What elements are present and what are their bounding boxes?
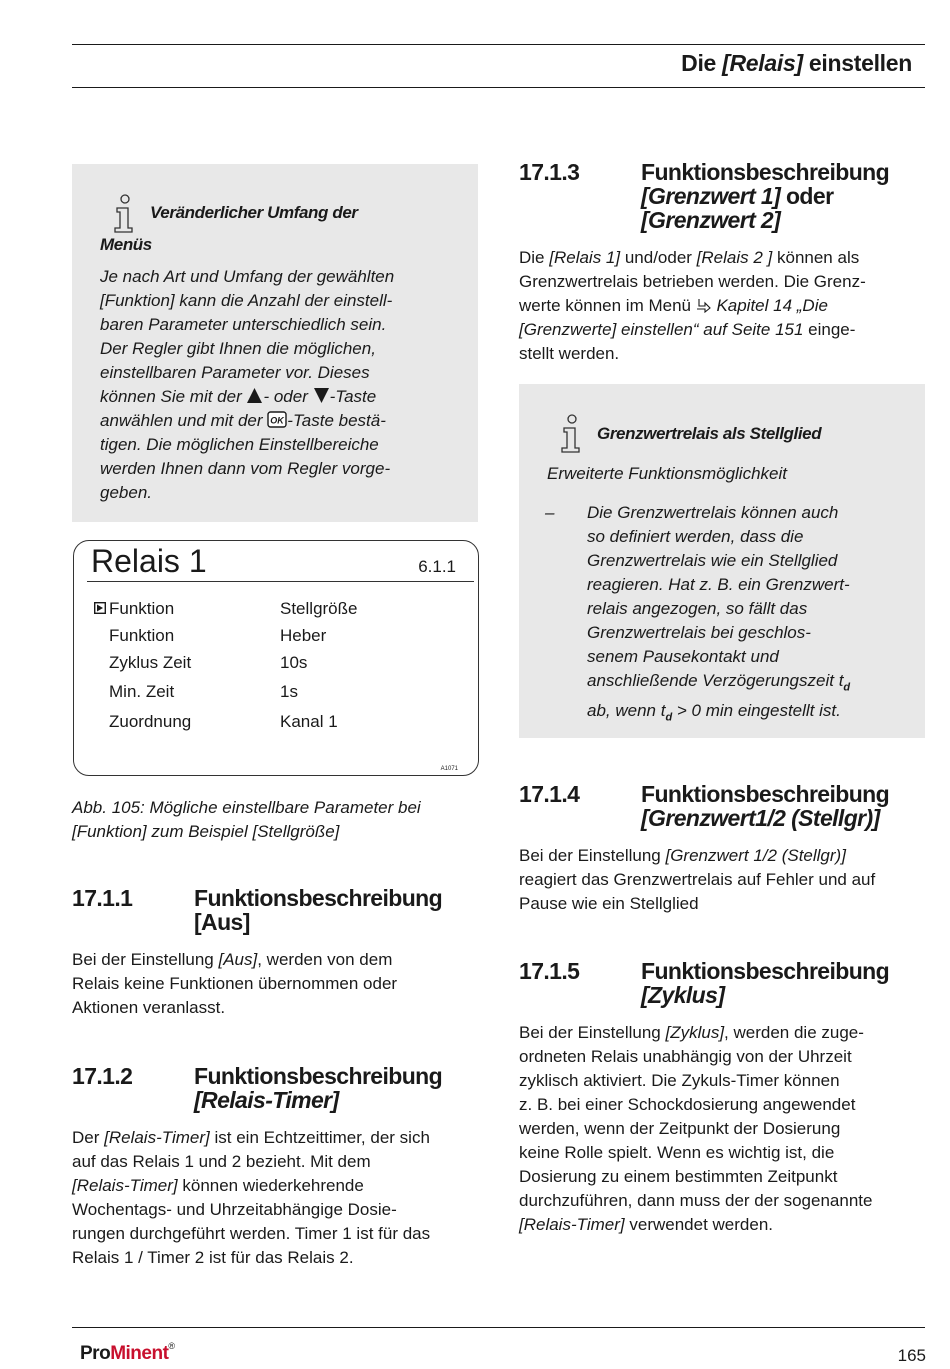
cross-reference-link[interactable]: Kapitel 14 „Die [716,296,828,315]
note-title: Grenzwertrelais als Stellglied [597,424,822,443]
info-note-variable-menu [72,164,478,522]
display-menu-number: 6.1.1 [418,557,456,576]
cross-reference-icon [696,297,712,313]
info-icon [110,194,136,234]
display-row-label: Funktion [109,599,175,618]
down-key-icon [313,387,330,404]
note-text: Je nach Art und Umfang der gewählten [Funktion] kann die Anzahl der einstell- baren Parameter unterschiedlich sein. Der Regler gibt Ihnen die möglichen, einstellbaren Parameter vor. Dieses können Sie mit der - oder -Taste anwählen und mit der OK -Taste bestä- tigen. Die möglichen Einstellbereiche werden Ihnen dann vom Regler vorge- geben. [100,267,395,502]
display-row-label: Zuordnung [109,712,192,731]
image-code: A1071 [440,766,458,772]
header-rule-bottom [72,87,925,88]
header-rule-top [72,44,925,45]
selected-row-marker-icon [94,602,106,614]
footer-rule [72,1327,925,1328]
note-list-item: Die Grenzwertrelais können auch so definiert werden, dass die Grenzwertrelais wie ein Stellglied reagieren. Hat z. B. ein Grenzwert- relais angezogen, so fällt das Grenzwertrelais bei geschlos- senem Pausekontakt und anschließende Verzögerungszeit $t_d$ ab, wenn $t_d > 0$ min eingestellt ist. [587,503,851,724]
section-body-17-1-3: Die [Relais 1] und/oder [Relais 2 ] können als Grenzwertrelais betrieben werden. Die Grenz- werte können im Menü Kapitel 14 „Die [Grenzwerte] einstellen“ auf Seite 151 einge- stellt werden. [519,248,866,363]
ok-key-icon [267,411,287,428]
cross-reference-link-cont[interactable]: [Grenzwerte] einstellen“ auf Seite 151 [519,320,804,339]
section-body-17-1-4: Bei der Einstellung [Grenzwert 1/2 (Stellgr)] reagiert das Grenzwertrelais auf Fehler und auf Pause wie ein Stellglied [519,846,876,913]
display-row-value: 10s [280,653,308,672]
display-row-label: Zyklus Zeit [109,653,192,672]
figure-caption: Abb. 105: Mögliche einstellbare Parameter bei [Funktion] zum Beispiel [Stellgröße] [72,798,421,841]
display-row-value: Stellgröße [280,599,358,618]
display-divider [87,581,474,582]
list-dash: – [545,503,555,522]
display-row-label: Min. Zeit [109,682,175,701]
section-body-17-1-2: Der [Relais-Timer] ist ein Echtzeittimer, der sich auf das Relais 1 und 2 bezieht. Mit dem [Relais-Timer] können wiederkehrende Wochentags- und Uhrzeitabhängige Dosie- rungen durchgeführt werden. Timer 1 ist für das Relais 1 / Timer 2 ist für das Relais 2. [72,1128,431,1267]
note-title: Veränderlicher Umfang der [150,203,358,222]
display-row-value: Heber [280,626,327,645]
controller-display [73,540,479,776]
display-row-value: 1s [280,682,298,701]
display-title: Relais 1 [91,543,207,579]
prominent-logo: ProMinent® [80,1340,175,1364]
up-key-icon [246,387,263,404]
page-header-title: Die [Relais] einstellen [681,50,912,76]
display-row-value: Kanal 1 [280,712,338,731]
info-note-limit-relay [519,384,925,738]
note-subtitle: Erweiterte Funktionsmöglichkeit [547,464,787,483]
svg-text:OK: OK [270,415,285,426]
info-icon [557,414,583,454]
section-body-17-1-5: Bei der Einstellung [Zyklus], werden die zuge- ordneten Relais unabhängig von der Uhrzeit zyklisch aktiviert. Die Zykuls-Timer können z. B. bei einer Schockdosierung angewendet werden, wenn der Zeitpunkt der Dosierung keine Rolle spielt. Wenn es wichtig ist, die Dosierung zu einem bestimmten Zeitpunkt durchzuführen, dann muss der der sogenannte [Relais-Timer] verwendet werden. [519,1023,873,1234]
page-number: 165 [897,1346,926,1365]
note-title-line2: Menüs [100,235,152,254]
display-row-label: Funktion [109,626,175,645]
section-body-17-1-1: Bei der Einstellung [Aus], werden von dem Relais keine Funktionen übernommen oder Aktionen veranlasst. [72,950,398,1017]
